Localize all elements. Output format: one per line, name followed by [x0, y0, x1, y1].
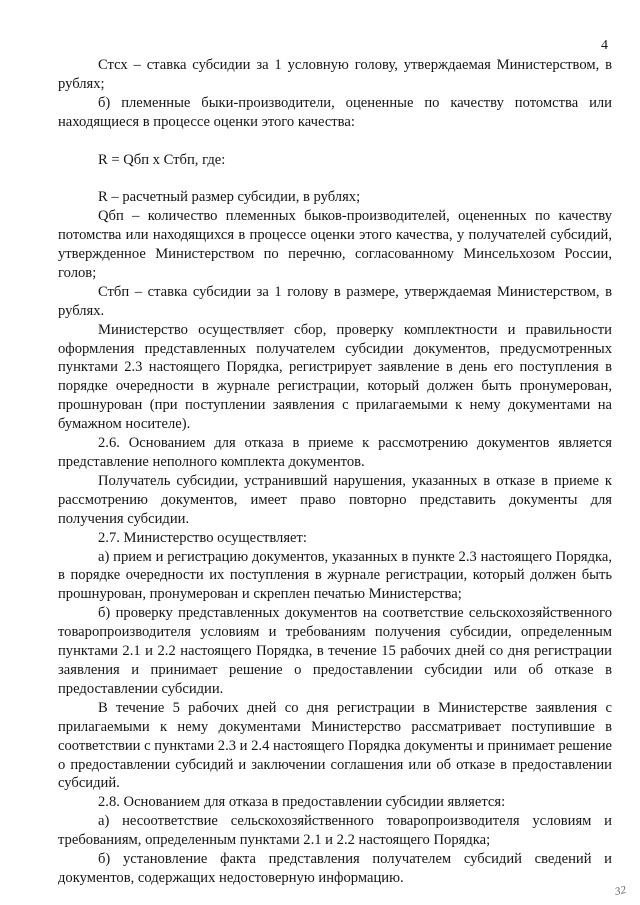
paragraph-r-definition: R – расчетный размер субсидии, в рублях; — [98, 189, 361, 206]
paragraph-2-7-b: б) проверку представленных документов на соответствие сельскохозяйственного товаропроизводителя условиям и требованиям получения субсидии, определенным пунктами 2.1 и 2.2 настоящего Порядка, в течение 15 рабочих дней со дня регистрации заявления и принимает решение о предоставлении субсидии или об отказе в предоставлении субсидии. — [58, 605, 612, 697]
paragraph-2-7-a: а) прием и регистрацию документов, указанных в пункте 2.3 настоящего Порядка, в порядке очередности их поступления в журнале регистрации, который должен быть прошнурован, пронумерован и скреплен печатью Министерства; — [58, 548, 612, 603]
formula-bulls: R = Qбп х Стбп, где: — [98, 151, 226, 168]
document-body — [58, 56, 612, 888]
paragraph-stbp-definition: Стбп – ставка субсидии за 1 голову в размере, утверждаемая Министерством, в рублях. — [58, 283, 612, 319]
paragraph-2-8-a: а) несоответствие сельскохозяйственного товаропроизводителя условиям и требованиям, определенным пунктами 2.1 и 2.2 настоящего Порядка; — [58, 813, 612, 849]
paragraph-resubmission: Получатель субсидии, устранивший нарушения, указанных в отказе в приеме к рассмотрению документов, имеет право повторно представить документы для получения субсидии. — [58, 472, 612, 527]
page-number: 4 — [601, 38, 608, 53]
paragraph-2-7: 2.7. Министерство осуществляет: — [98, 529, 307, 546]
paragraph-ministry-collects: Министерство осуществляет сбор, проверку комплектности и правильности оформления представленных получателем субсидии документов, предусмотренных пунктами 2.3 настоящего Порядка, регистрирует заявление в день его поступления в порядке очередности в журнале регистрации, который должен быть пронумерован, прошнурован (при поступлении заявления с прилагаемыми к нему документами на бумажном носителе). — [58, 321, 612, 433]
paragraph-five-days: В течение 5 рабочих дней со дня регистрации в Министерстве заявления с прилагаемыми к нему документами Министерство рассматривает поступившие в соответствии с пунктами 2.3 и 2.4 настоящего Порядка документы и принимает решение о предоставлении субсидий и заключении соглашения или об отказе в предоставлении субсидий. — [58, 699, 613, 792]
paragraph-2-6: 2.6. Основанием для отказа в приеме к рассмотрению документов является представление неполного комплекта документов. — [58, 435, 612, 470]
spacer — [58, 169, 612, 188]
paragraph-2-8-b: б) установление факта представления получателем субсидий сведений и документов, содержащих недостоверную информацию. — [58, 851, 612, 886]
paragraph-stsx-definition: Стсх – ставка субсидии за 1 условную голову, утверждаемая Министерством, в рублях; — [58, 57, 612, 92]
paragraph-breeding-bulls: б) племенные быки-производители, оцененные по качеству потомства или находящиеся в процессе оценки этого качества: — [58, 94, 612, 130]
spacer — [58, 132, 612, 151]
handwritten-page-mark: 32 — [613, 883, 628, 899]
paragraph-qbp-definition: Qбп – количество племенных быков-производителей, оцененных по качеству потомства или находящихся в процессе оценки этого качества, у получателей субсидий, утвержденное Министерством по перечню, согласованному Минсельхозом России, голов; — [58, 208, 612, 281]
paragraph-2-8: 2.8. Основанием для отказа в предоставлении субсидии является: — [98, 794, 506, 811]
